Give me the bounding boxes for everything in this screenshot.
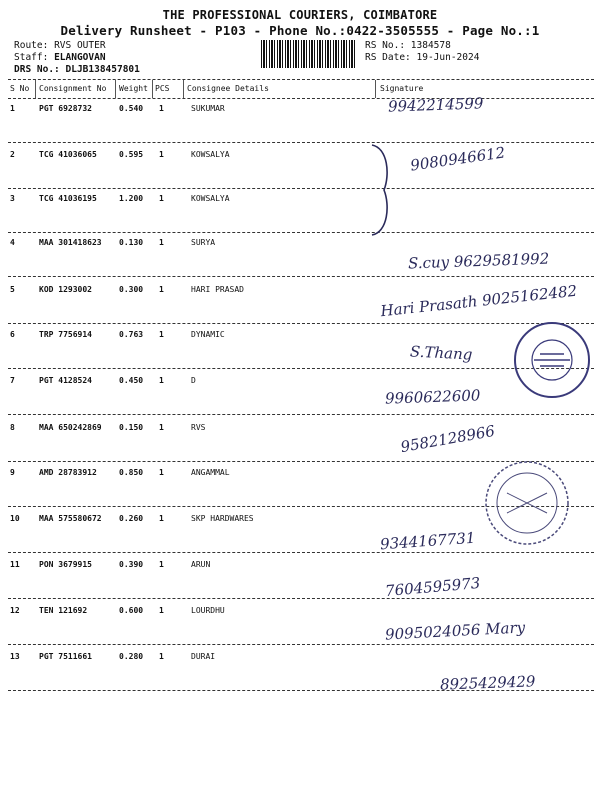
header-divider-top	[8, 79, 594, 80]
row-consignee: KOWSALYA	[191, 150, 230, 159]
row-consignee: LOURDHU	[191, 606, 225, 615]
handwritten-signature: 9942214599	[387, 94, 484, 116]
row-consignee: DURAI	[191, 652, 216, 661]
col-divider	[115, 80, 116, 98]
row-pcs: 1	[159, 606, 164, 615]
handwritten-signature: 9582128966	[399, 421, 497, 457]
row-divider	[8, 414, 594, 415]
row-weight: 0.763	[119, 330, 144, 339]
row-consignment-no: TEN 121692	[39, 606, 88, 615]
col-header-sno: S No	[10, 84, 30, 93]
row-consignment-no: PGT 7511661	[39, 652, 92, 661]
row-divider	[8, 323, 594, 324]
route-value: RVS OUTER	[54, 40, 106, 51]
row-pcs: 1	[159, 514, 164, 523]
row-weight: 0.280	[119, 652, 144, 661]
rs-no-label: RS No.:	[365, 40, 406, 51]
row-weight: 0.450	[119, 376, 144, 385]
row-consignment-no: PGT 4128524	[39, 376, 92, 385]
row-consignment-no: TCG 41036065	[39, 150, 97, 159]
runsheet-subtitle: Delivery Runsheet - P103 - Phone No.:0422-3505555 - Page No.:1	[60, 23, 540, 38]
row-pcs: 1	[159, 285, 164, 294]
row-divider	[8, 188, 594, 189]
row-pcs: 1	[159, 330, 164, 339]
row-weight: 0.850	[119, 468, 144, 477]
row-consignee: ARUN	[191, 560, 211, 569]
row-consignment-no: MAA 650242869	[39, 423, 102, 432]
row-divider	[8, 276, 594, 277]
row-pcs: 1	[159, 468, 164, 477]
row-pcs: 1	[159, 238, 164, 247]
col-header-pcs: PCS	[155, 84, 170, 93]
row-consignment-no: AMD 28783912	[39, 468, 97, 477]
row-consignment-no: TCG 41036195	[39, 194, 97, 203]
office-seal-stamp	[482, 458, 572, 548]
rs-date-label: RS Date:	[365, 52, 411, 63]
row-sno: 3	[10, 194, 15, 203]
row-consignment-no: KOD 1293002	[39, 285, 92, 294]
row-consignee: ANGAMMAL	[191, 468, 230, 477]
route-label: Route:	[14, 40, 49, 51]
row-weight: 0.150	[119, 423, 144, 432]
rs-no-line	[365, 40, 451, 51]
route-line	[14, 40, 106, 51]
handwritten-signature: S.Thang	[409, 342, 473, 364]
handwritten-signature: 9960622600	[384, 386, 481, 408]
row-consignment-no: PGT 6928732	[39, 104, 92, 113]
row-weight: 0.390	[119, 560, 144, 569]
col-header-consignee: Consignee Details	[187, 84, 269, 93]
col-divider	[183, 80, 184, 98]
row-pcs: 1	[159, 560, 164, 569]
row-consignment-no: MAA 301418623	[39, 238, 102, 247]
row-divider	[8, 644, 594, 645]
row-sno: 5	[10, 285, 15, 294]
handwritten-signature: 9344167731	[379, 528, 476, 554]
handwritten-signature: Hari Prasath 9025162482	[379, 281, 578, 321]
row-weight: 0.300	[119, 285, 144, 294]
row-consignment-no: TRP 7756914	[39, 330, 92, 339]
drs-line	[14, 64, 140, 75]
row-weight: 1.200	[119, 194, 144, 203]
staff-label: Staff:	[14, 52, 49, 63]
col-divider	[152, 80, 153, 98]
row-consignee: SURYA	[191, 238, 216, 247]
row-consignment-no: PON 3679915	[39, 560, 92, 569]
row-sno: 11	[10, 560, 20, 569]
row-sno: 9	[10, 468, 15, 477]
company-title: THE PROFESSIONAL COURIERS, COIMBATORE	[162, 8, 438, 22]
company-stamp-seal	[512, 320, 592, 400]
handwritten-signature: S.cuy 9629581992	[407, 249, 550, 273]
row-pcs: 1	[159, 652, 164, 661]
row-weight: 0.595	[119, 150, 144, 159]
drs-label: DRS No.:	[14, 64, 60, 75]
row-sno: 2	[10, 150, 15, 159]
row-weight: 0.260	[119, 514, 144, 523]
row-pcs: 1	[159, 150, 164, 159]
row-weight: 0.600	[119, 606, 144, 615]
row-consignment-no: MAA 575580672	[39, 514, 102, 523]
col-divider	[375, 80, 376, 98]
row-sno: 6	[10, 330, 15, 339]
handwritten-signature: 9095024056 Mary	[384, 618, 526, 644]
row-pcs: 1	[159, 423, 164, 432]
row-consignee: DYNAMIC	[191, 330, 225, 339]
handwritten-signature: 7604595973	[384, 573, 482, 601]
handwritten-signature: 8925429429	[439, 672, 536, 694]
staff-value: ELANGOVAN	[54, 52, 106, 63]
row-sno: 10	[10, 514, 20, 523]
col-header-consignment: Consignment No	[39, 84, 107, 93]
row-consignee: RVS	[191, 423, 206, 432]
row-consignee: KOWSALYA	[191, 194, 230, 203]
shared-signature-brace	[368, 140, 398, 240]
row-sno: 12	[10, 606, 20, 615]
row-consignee: SUKUMAR	[191, 104, 225, 113]
header-divider-bottom	[8, 98, 594, 99]
row-consignee: HARI PRASAD	[191, 285, 244, 294]
row-divider	[8, 598, 594, 599]
row-sno: 7	[10, 376, 15, 385]
col-header-weight: Weight	[119, 84, 148, 93]
row-sno: 8	[10, 423, 15, 432]
drs-value: DLJB138457801	[65, 64, 140, 75]
staff-line	[14, 52, 106, 63]
row-pcs: 1	[159, 376, 164, 385]
row-divider	[8, 142, 594, 143]
row-divider	[8, 552, 594, 553]
col-divider	[35, 80, 36, 98]
row-pcs: 1	[159, 194, 164, 203]
rs-no-value: 1384578	[410, 40, 451, 51]
col-header-signature: Signature	[380, 84, 424, 93]
row-weight: 0.540	[119, 104, 144, 113]
row-divider	[8, 368, 594, 369]
handwritten-signature: 9080946612	[409, 143, 507, 175]
barcode	[261, 40, 357, 68]
row-divider	[8, 232, 594, 233]
row-pcs: 1	[159, 104, 164, 113]
rs-date-value: 19-Jun-2024	[416, 52, 480, 63]
row-weight: 0.130	[119, 238, 144, 247]
row-sno: 1	[10, 104, 15, 113]
row-sno: 13	[10, 652, 20, 661]
row-consignee: D	[191, 376, 196, 385]
row-consignee: SKP HARDWARES	[191, 514, 254, 523]
rs-date-line	[365, 52, 479, 63]
row-sno: 4	[10, 238, 15, 247]
